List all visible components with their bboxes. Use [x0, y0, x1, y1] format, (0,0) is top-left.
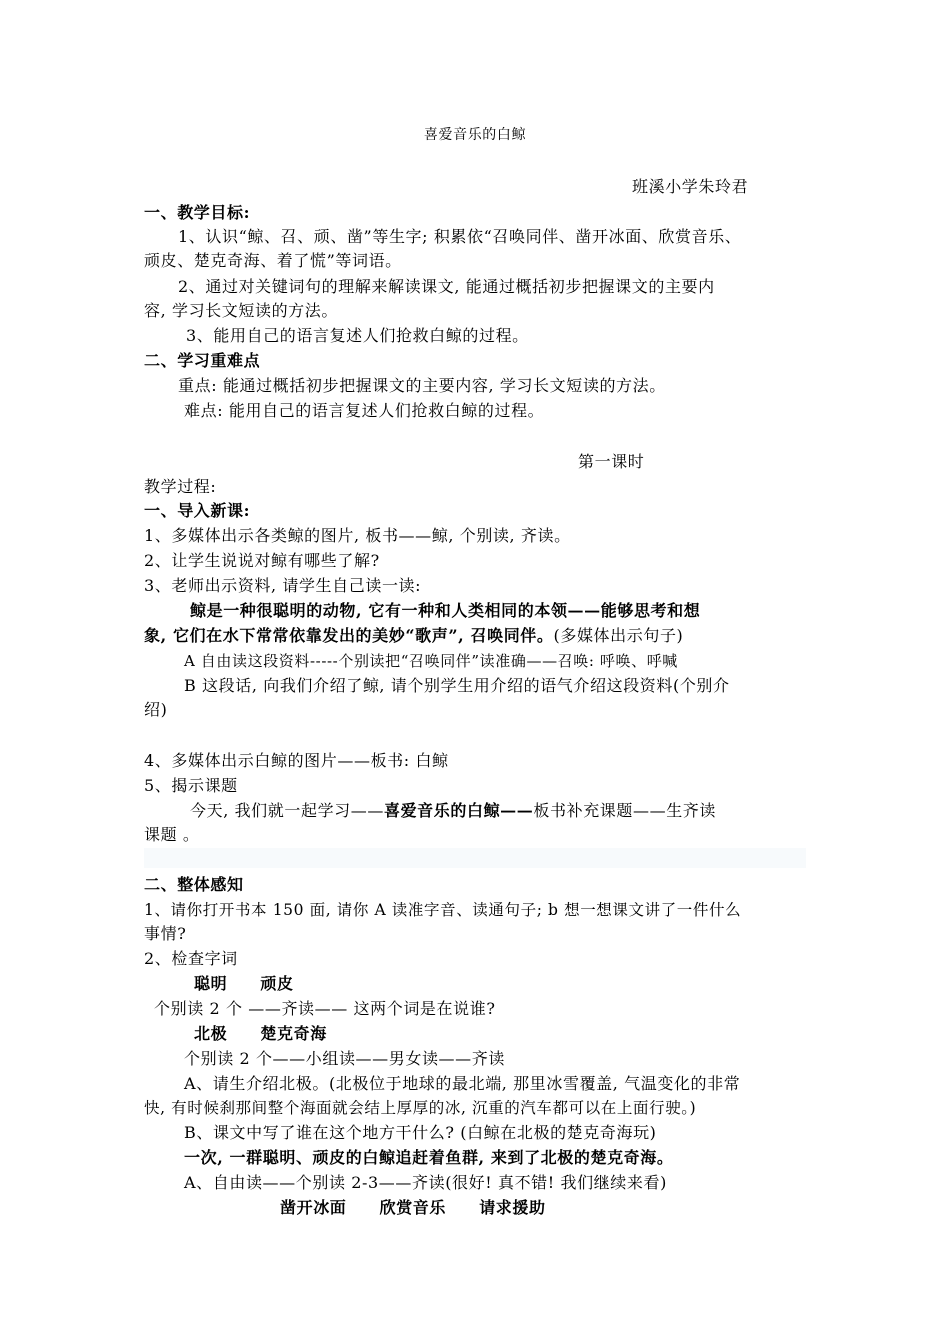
overview-step-1: 1、请你打开书本 150 面, 请你 A 读准字音、读通句子; b 想一想课文讲了一件什么	[144, 901, 742, 919]
overview-step-1-cont: 事情?	[144, 924, 187, 943]
intro-today-cont: 课题 。	[144, 825, 200, 844]
vocab-read-1: 个别读 2 个 ——齐读—— 这两个词是在说谁?	[154, 999, 496, 1018]
vocab-read-2: 个别读 2 个——小组读——男女读——齐读	[184, 1049, 505, 1068]
author: 班溪小学朱玲君	[632, 177, 749, 196]
vocab-group-3: 凿开冰面 欣赏音乐 请求援助	[280, 1198, 546, 1217]
lesson-title: 第一课时	[578, 452, 645, 471]
quote-note: (多媒体出示句子)	[553, 626, 684, 645]
step-b-cont: 绍)	[144, 700, 168, 719]
quote-line-1: 鲸是一种很聪明的动物, 它有一种和人类相同的本领——能够思考和想	[190, 601, 701, 620]
intro-text-title: 喜爱音乐的白鲸——	[383, 801, 534, 820]
intro-text-post: 板书补充课题——生齐读	[533, 801, 716, 820]
quote-line-2	[144, 625, 683, 647]
shaded-band	[144, 848, 806, 868]
intro-step-4: 4、多媒体出示白鲸的图片——板书: 白鲸	[144, 751, 449, 770]
objective-2: 2、通过对关键词句的理解来解读课文, 能通过概括初步把握课文的主要内	[178, 277, 715, 296]
section-heading-overview: 二、整体感知	[144, 875, 244, 894]
step-b: B 这段话, 向我们介绍了鲸, 请个别学生用介绍的语气介绍这段资料(个别介	[184, 676, 730, 695]
arctic-question: B、课文中写了谁在这个地方干什么? (白鲸在北极的楚克奇海玩)	[184, 1123, 657, 1142]
key-sentence: 一次, 一群聪明、顽皮的白鲸追赶着鱼群, 来到了北极的楚克奇海。	[184, 1148, 674, 1167]
difficulty: 难点: 能用自己的语言复述人们抢救白鲸的过程。	[184, 401, 545, 420]
overview-step-2: 2、检查字词	[144, 949, 238, 968]
process-label: 教学过程:	[144, 477, 217, 496]
section-heading-objectives: 一、教学目标:	[144, 203, 251, 222]
vocab-group-1: 聪明 顽皮	[194, 974, 294, 993]
objective-1: 1、认识“鲸、召、顽、凿”等生字; 积累依“召唤同伴、凿开冰面、欣赏音乐、	[178, 227, 742, 246]
section-heading-key-points: 二、学习重难点	[144, 351, 261, 370]
section-heading-intro: 一、导入新课:	[144, 501, 251, 520]
intro-step-1: 1、多媒体出示各类鲸的图片, 板书——鲸, 个别读, 齐读。	[144, 526, 571, 545]
objective-3: 3、能用自己的语言复述人们抢救白鲸的过程。	[186, 326, 529, 345]
step-a: A 自由读这段资料-----个别读把“召唤同伴”读准确——召唤: 呼唤、呼喊	[184, 652, 678, 670]
quote-text: 象, 它们在水下常常依靠发出的美妙“歌声”, 召唤同伴。	[144, 626, 554, 645]
sentence-reading: A、自由读——个别读 2-3——齐读(很好! 真不错! 我们继续来看)	[184, 1173, 667, 1192]
objective-1-cont: 顽皮、楚克奇海、着了慌”等词语。	[144, 251, 402, 270]
intro-today	[190, 800, 716, 822]
intro-step-2: 2、让学生说说对鲸有哪些了解?	[144, 551, 380, 570]
objective-2-cont: 容, 学习长文短读的方法。	[144, 301, 338, 320]
intro-step-3: 3、老师出示资料, 请学生自己读一读:	[144, 576, 422, 595]
intro-step-5: 5、揭示课题	[144, 776, 238, 795]
document-title: 喜爱音乐的白鲸	[423, 127, 527, 143]
arctic-intro: A、请生介绍北极。(北极位于地球的最北端, 那里冰雪覆盖, 气温变化的非常	[184, 1074, 741, 1093]
arctic-intro-cont: 快, 有时候刹那间整个海面就会结上厚厚的冰, 沉重的汽车都可以在上面行驶。)	[144, 1099, 697, 1117]
vocab-group-2: 北极 楚克奇海	[194, 1024, 327, 1043]
intro-text-pre: 今天, 我们就一起学习——	[190, 801, 384, 820]
key-point: 重点: 能通过概括初步把握课文的主要内容, 学习长文短读的方法。	[178, 376, 666, 395]
